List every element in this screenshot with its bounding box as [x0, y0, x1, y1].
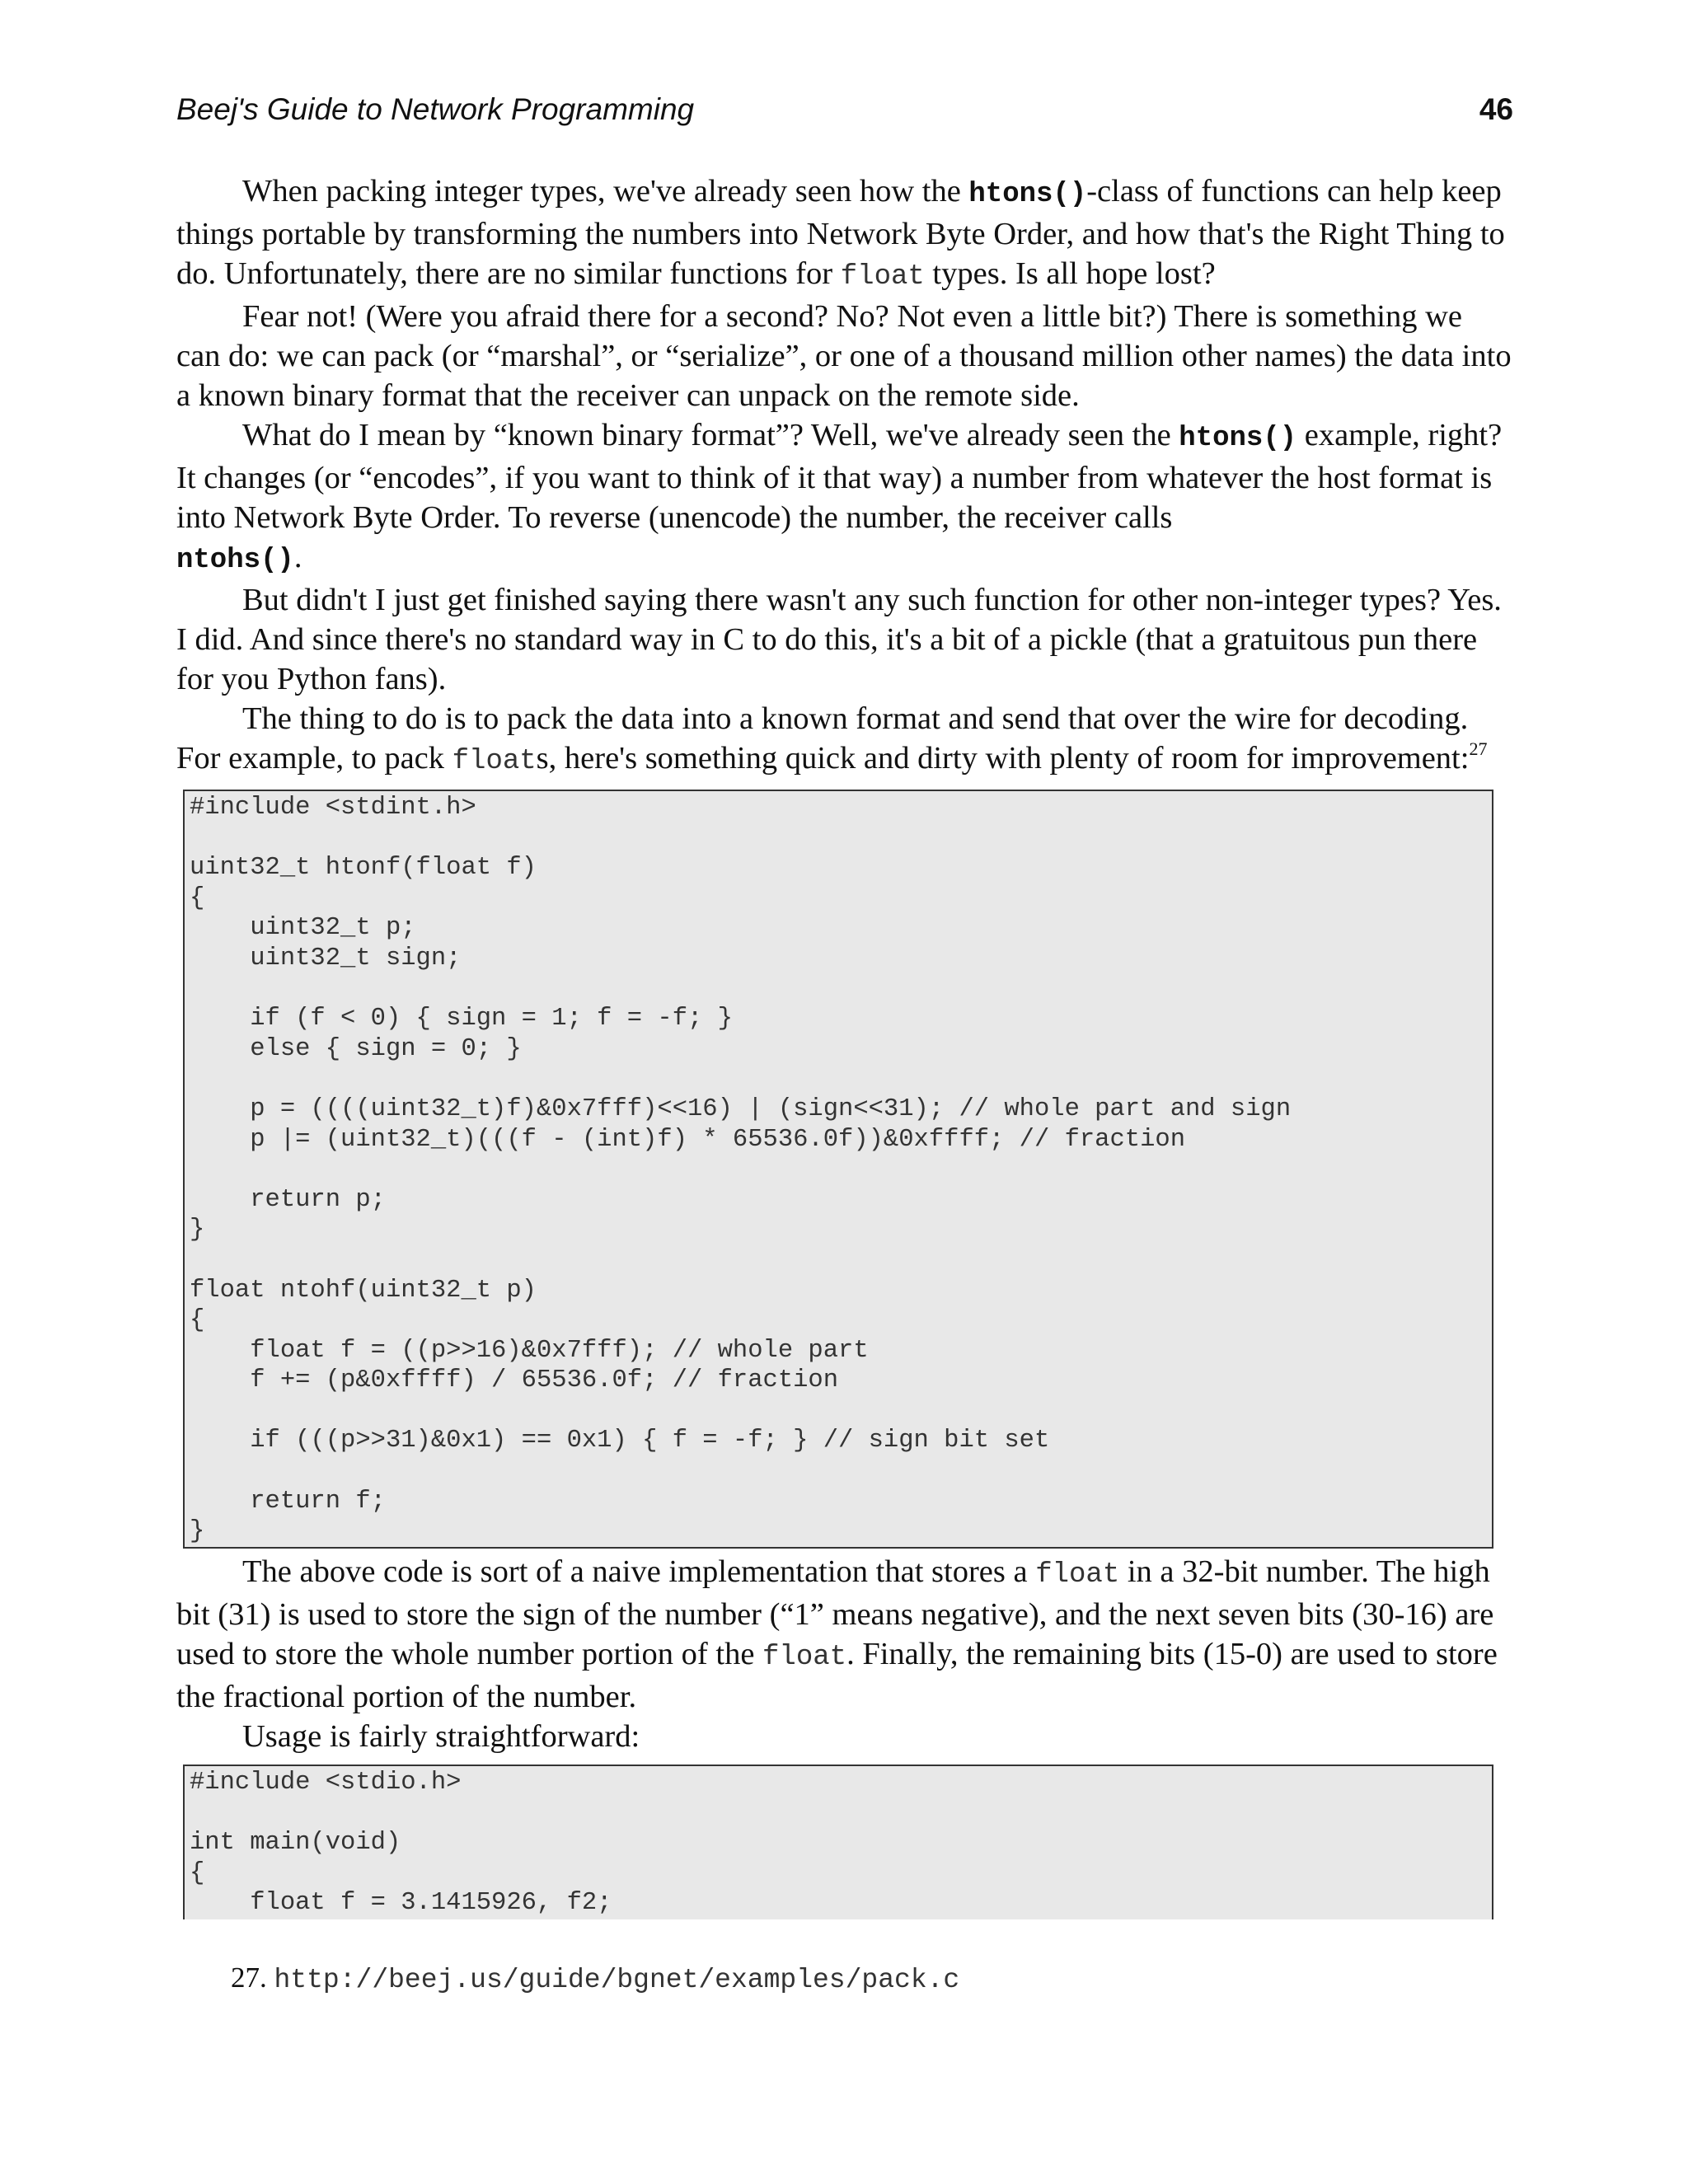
- code-line: {: [190, 1306, 205, 1335]
- text-run: But didn't I just get finished saying there wasn't any such function for other non-integer types? Yes. I did. And since there's no standard way in C to do this, it's a bit of a pickle (that a gratuitous pun there for you Python fans).: [176, 583, 1502, 696]
- code-line: [190, 823, 1492, 854]
- code-line: float ntohf(uint32_t p): [190, 1276, 537, 1305]
- code-block-htonf: [183, 790, 1493, 1549]
- inline-code-float: float: [452, 746, 537, 777]
- main-content: [176, 171, 1513, 1923]
- code-line: #include <stdint.h>: [190, 794, 476, 822]
- text-run: .: [293, 540, 302, 574]
- code-line: [190, 1155, 1492, 1185]
- text-run: . Finally, the remaining bits (15-0) are used to store the fractional portion of the number.: [176, 1636, 1498, 1714]
- code-line: f += (p&0xffff) / 65536.0f; // fraction: [190, 1366, 839, 1395]
- code-line: [190, 1456, 1492, 1487]
- code-line: return f;: [190, 1487, 386, 1516]
- text-run: example, right? It changes (or “encodes”, if you want to think of it that way) a number from whatever the host format is into Network Byte Order. To reverse (unencode) the number, the receiver calls: [176, 418, 1503, 535]
- text-run: Usage is fairly straightforward:: [242, 1718, 640, 1754]
- code-line: else { sign = 0; }: [190, 1034, 522, 1063]
- text-run: -class of functions can help keep things portable by transforming the numbers into Network Byte Order, and how that's the Right Thing to do. Unfortunately, there are no similar functions for: [176, 174, 1505, 291]
- code-block-usage: [183, 1765, 1493, 1919]
- text-run: What do I mean by “known binary format”? Well, we've already seen the: [242, 418, 1179, 452]
- code-line: #include <stdio.h>: [190, 1768, 462, 1797]
- code-line: p = ((((uint32_t)f)&0x7fff)<<16) | (sign<<31); // whole part and sign: [190, 1094, 1292, 1123]
- code-line: uint32_t p;: [190, 914, 416, 943]
- text-run: The above code is sort of a naive implementation that stores a: [242, 1554, 1036, 1589]
- code-line: [190, 1396, 1492, 1427]
- code-line: [190, 1064, 1492, 1094]
- code-line: {: [190, 1858, 205, 1887]
- code-line: uint32_t sign;: [190, 944, 462, 972]
- footnote-27: [231, 1960, 959, 1999]
- text-run: types. Is all hope lost?: [924, 256, 1216, 291]
- footnote-link[interactable]: http://beej.us/guide/bgnet/examples/pack.c: [274, 1965, 960, 1995]
- inline-code-htons: htons(): [1179, 423, 1297, 454]
- code-line: [190, 1245, 1492, 1276]
- page-header: [176, 92, 1513, 137]
- code-line: uint32_t htonf(float f): [190, 854, 537, 883]
- inline-code-float: float: [762, 1641, 847, 1673]
- code-line: [190, 1797, 1492, 1828]
- text-run: The thing to do is to pack the data into a known format and send that over the wire for decoding. For example, to pack: [176, 701, 1469, 776]
- inline-code-ntohs: ntohs(): [176, 545, 294, 576]
- inline-code-htons: htons(): [968, 179, 1087, 210]
- code-line: float f = 3.1415926, f2;: [190, 1889, 612, 1918]
- paragraph-naive-impl: [176, 1552, 1513, 1717]
- paragraph-known-format: [176, 415, 1513, 580]
- code-line: {: [190, 883, 205, 912]
- book-title: Beej's Guide to Network Programming: [176, 92, 695, 126]
- paragraph-pack-floats: [176, 699, 1513, 781]
- footnote-number: 27.: [231, 1961, 267, 1994]
- paragraph-pickle: [176, 580, 1513, 699]
- text-run: s, here's something quick and dirty with plenty of room for improvement:: [536, 741, 1470, 776]
- code-line: }: [190, 1216, 205, 1244]
- paragraph-htons-intro: [176, 171, 1513, 297]
- code-line: float f = ((p>>16)&0x7fff); // whole part: [190, 1336, 869, 1365]
- inline-code-float: float: [840, 261, 925, 293]
- code-line: int main(void): [190, 1829, 401, 1858]
- code-line: return p;: [190, 1185, 386, 1214]
- paragraph-fear-not: [176, 297, 1513, 415]
- paragraph-usage: [176, 1717, 1513, 1756]
- text-run: Fear not! (Were you afraid there for a second? No? Not even a little bit?) There is something we can do: we can pack (or “marshal”, or “serialize”, or one of a thousand million other names) the data into a known binary format that the receiver can unpack on the remote side.: [176, 299, 1512, 413]
- text-run: When packing integer types, we've already seen how the: [242, 174, 969, 209]
- footnote-ref[interactable]: 27: [1469, 738, 1488, 759]
- code-line: if (f < 0) { sign = 1; f = -f; }: [190, 1005, 733, 1033]
- code-line: [190, 974, 1492, 1005]
- code-line: p |= (uint32_t)(((f - (int)f) * 65536.0f))&0xffff; // fraction: [190, 1125, 1185, 1154]
- code-line: if (((p>>31)&0x1) == 0x1) { f = -f; } // sign bit set: [190, 1427, 1050, 1455]
- text-run: in a 32-bit number. The high bit (31) is used to store the sign of the number (“1” means negative), and the next seven bits (30-16) are used to store the whole number portion of the: [176, 1554, 1494, 1671]
- page-number: 46: [1479, 92, 1513, 126]
- inline-code-float: float: [1035, 1558, 1120, 1591]
- code-line: }: [190, 1517, 205, 1546]
